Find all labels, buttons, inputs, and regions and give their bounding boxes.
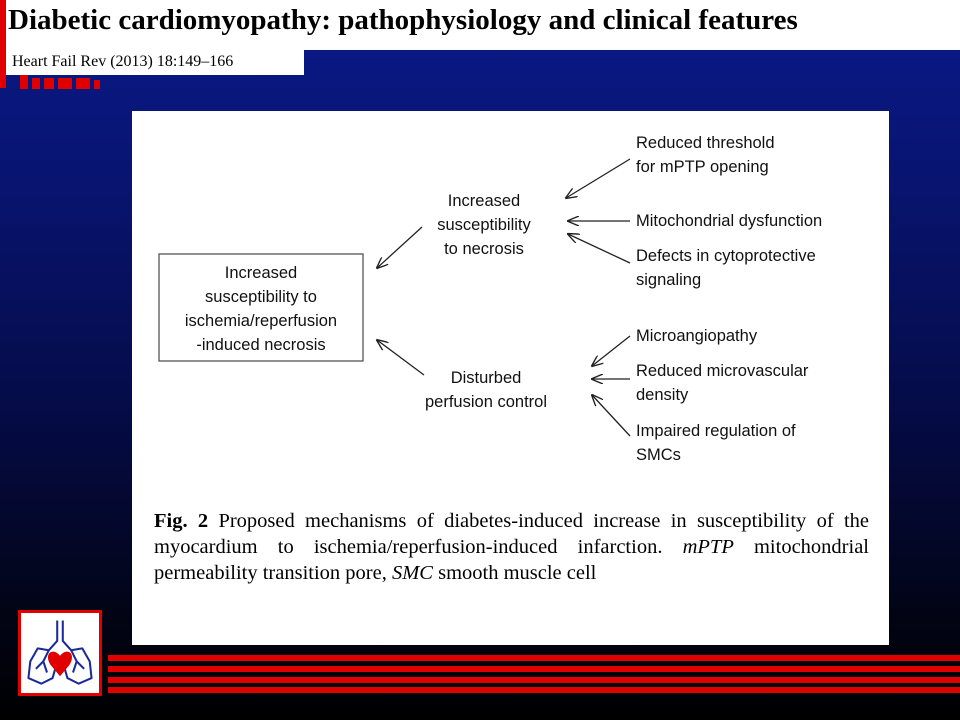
cause-microvascular-line-2: density <box>636 386 689 404</box>
arrow-mptp-to-necrosis <box>566 159 630 198</box>
upper-node-line-1: Increased <box>447 192 521 210</box>
citation: Heart Fail Rev (2013) 18:149–166 <box>12 53 234 70</box>
caption-abbr-mptp: mPTP <box>682 535 734 558</box>
cause-microangiopathy: Microangiopathy <box>636 327 758 345</box>
caption-text-3: smooth muscle cell <box>432 561 597 584</box>
main-box-line-1: Increased <box>224 264 298 282</box>
cause-cytoprotective-line-1: Defects in cytoprotective <box>636 247 816 265</box>
title-band <box>0 0 960 50</box>
cause-cytoprotective-line-2: signaling <box>636 271 702 289</box>
cause-mptp-line-2: for mPTP opening <box>636 158 769 176</box>
caption-text-1: Proposed mechanisms of diabetes-induced increase in susceptibility of the myocardium to ischemia/reperfusion-induced infarction. <box>154 509 870 558</box>
main-box-line-4: -induced necrosis <box>196 336 326 354</box>
red-accent-decoration <box>8 72 108 90</box>
stripe <box>108 687 960 693</box>
main-box-line-3: ischemia/reperfusion <box>184 312 338 330</box>
arrow-perfusion-to-main <box>377 340 424 375</box>
figure-caption <box>154 508 869 586</box>
caption-abbr-smc: SMC <box>391 561 433 584</box>
stripe <box>108 655 960 661</box>
main-box-line-2: susceptibility to <box>205 288 317 306</box>
stripe <box>108 677 960 683</box>
slide-title: Diabetic cardiomyopathy: pathophysiology and clinical features <box>8 4 798 36</box>
cause-smc-line-2: SMCs <box>636 446 681 464</box>
lungs-heart-logo-icon <box>18 610 102 696</box>
cause-mito-dysfunction: Mitochondrial dysfunction <box>636 212 823 230</box>
figure-panel <box>132 111 889 645</box>
stripe <box>108 666 960 672</box>
cause-microvascular-line-1: Reduced microvascular <box>636 362 809 380</box>
lower-node-line-2: perfusion control <box>425 393 547 411</box>
arrow-microangiopathy-to-perfusion <box>592 336 630 366</box>
cause-smc-line-1: Impaired regulation of <box>636 422 796 440</box>
arrow-smc-to-perfusion <box>592 395 630 436</box>
footer-red-stripes <box>108 655 960 693</box>
fig-label: Fig. 2 <box>154 509 209 532</box>
upper-node-line-2: susceptibility <box>437 216 531 234</box>
lower-node-line-1: Disturbed <box>450 369 522 387</box>
mechanism-diagram <box>132 111 889 481</box>
arrow-cytoprotective-to-necrosis <box>568 234 630 263</box>
left-red-bar <box>0 0 6 88</box>
caption-text-2: mitochondrial permeability transition pore, <box>154 535 869 584</box>
upper-node-line-3: to necrosis <box>444 240 524 258</box>
cause-mptp-line-1: Reduced threshold <box>636 134 775 152</box>
arrow-necrosis-to-main <box>377 227 422 268</box>
